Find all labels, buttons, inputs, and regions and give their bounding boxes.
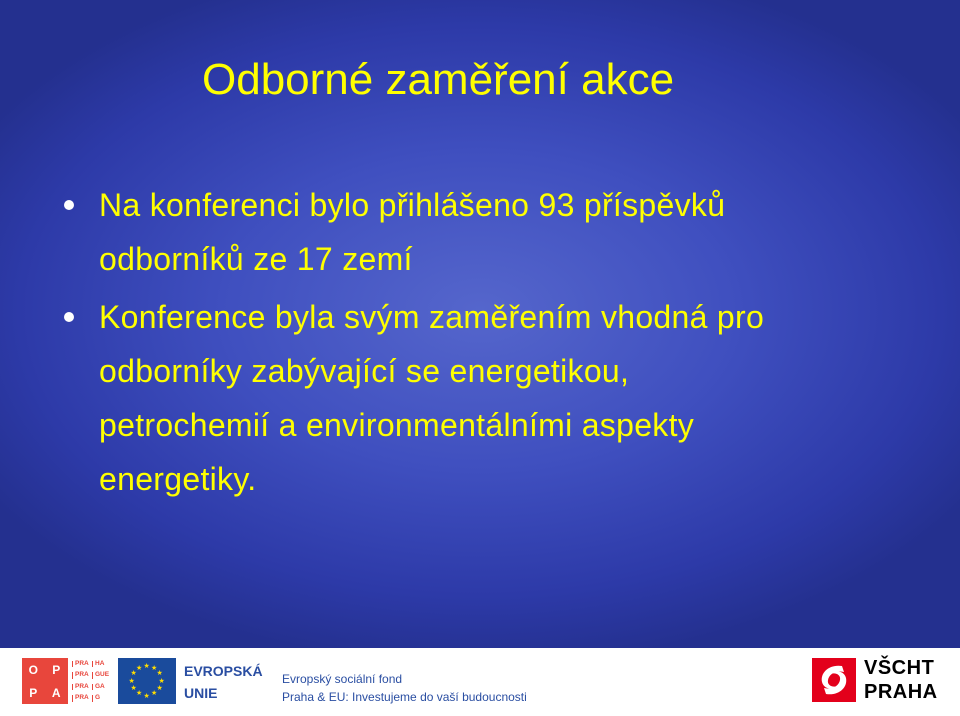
- bullet-line: petrochemií a environmentálními aspekty: [99, 407, 695, 443]
- opp-letter: O: [28, 662, 39, 677]
- esf-label: [282, 670, 527, 706]
- bullet-line: Konference byla svým zaměřením vhodná pro: [99, 299, 765, 335]
- opp-grid-cell: HA: [92, 661, 112, 668]
- eu-star-icon: ★: [143, 692, 150, 700]
- bullet-line: odborníky zabývající se energetikou,: [99, 353, 630, 389]
- vscht-mark-icon: [812, 658, 856, 702]
- slide-title: Odborné zaměření akce: [202, 55, 675, 104]
- opp-praha-logo: [22, 658, 112, 704]
- eu-star-icon: ★: [156, 670, 163, 677]
- eu-star-icon: ★: [151, 664, 158, 672]
- opp-grid-cell: GA: [92, 684, 112, 691]
- bullet-item: [64, 290, 924, 506]
- bullet-dot-icon: [64, 312, 74, 322]
- eu-star-icon: ★: [158, 677, 165, 685]
- esf-label-line: Evropský sociální fond: [282, 672, 403, 686]
- bullet-dot-icon: [64, 200, 74, 210]
- eu-label-line: EVROPSKÁ: [184, 663, 263, 679]
- bullet-list: [64, 178, 924, 506]
- eu-star-icon: ★: [128, 677, 135, 685]
- opp-letter: A: [51, 685, 62, 700]
- bullet-line: odborníků ze 17 zemí: [99, 241, 413, 277]
- eu-star-icon: ★: [130, 670, 137, 677]
- eu-label: [184, 660, 263, 704]
- eu-star-icon: ★: [156, 685, 163, 692]
- opp-grid-cell: G: [92, 695, 112, 702]
- vscht-logo: [812, 656, 947, 706]
- opp-praha-grid: [72, 658, 112, 704]
- bullet-line: Na konferenci bylo přihlášeno 93 příspěvků: [99, 187, 726, 223]
- opp-grid-cell: PRA: [72, 684, 92, 691]
- opp-grid-cell: PRA: [72, 695, 92, 702]
- eu-star-icon: ★: [143, 662, 150, 670]
- vscht-label-line: PRAHA: [864, 681, 938, 703]
- vscht-swirl-icon: [812, 658, 856, 702]
- eu-flag-icon: [118, 658, 176, 704]
- vscht-label-line: VŠCHT: [864, 657, 935, 679]
- eu-star-icon: ★: [136, 664, 143, 672]
- bullet-item: [64, 178, 924, 286]
- eu-star-icon: ★: [151, 690, 158, 698]
- eu-label-line: UNIE: [184, 685, 218, 701]
- eu-star-icon: ★: [136, 690, 143, 698]
- opp-grid-cell: PRA: [72, 661, 92, 668]
- opp-grid-cell: GUE: [92, 672, 112, 679]
- eu-star-icon: ★: [130, 685, 137, 692]
- esf-label-line: Praha & EU: Investujeme do vaší budoucnosti: [282, 690, 527, 704]
- opp-letter: P: [29, 685, 38, 700]
- bullet-line: energetiky.: [99, 461, 257, 497]
- vscht-label: [864, 656, 938, 704]
- opp-grid-cell: PRA: [72, 672, 92, 679]
- opp-logo-block: [22, 658, 68, 704]
- opp-letter: P: [52, 662, 61, 677]
